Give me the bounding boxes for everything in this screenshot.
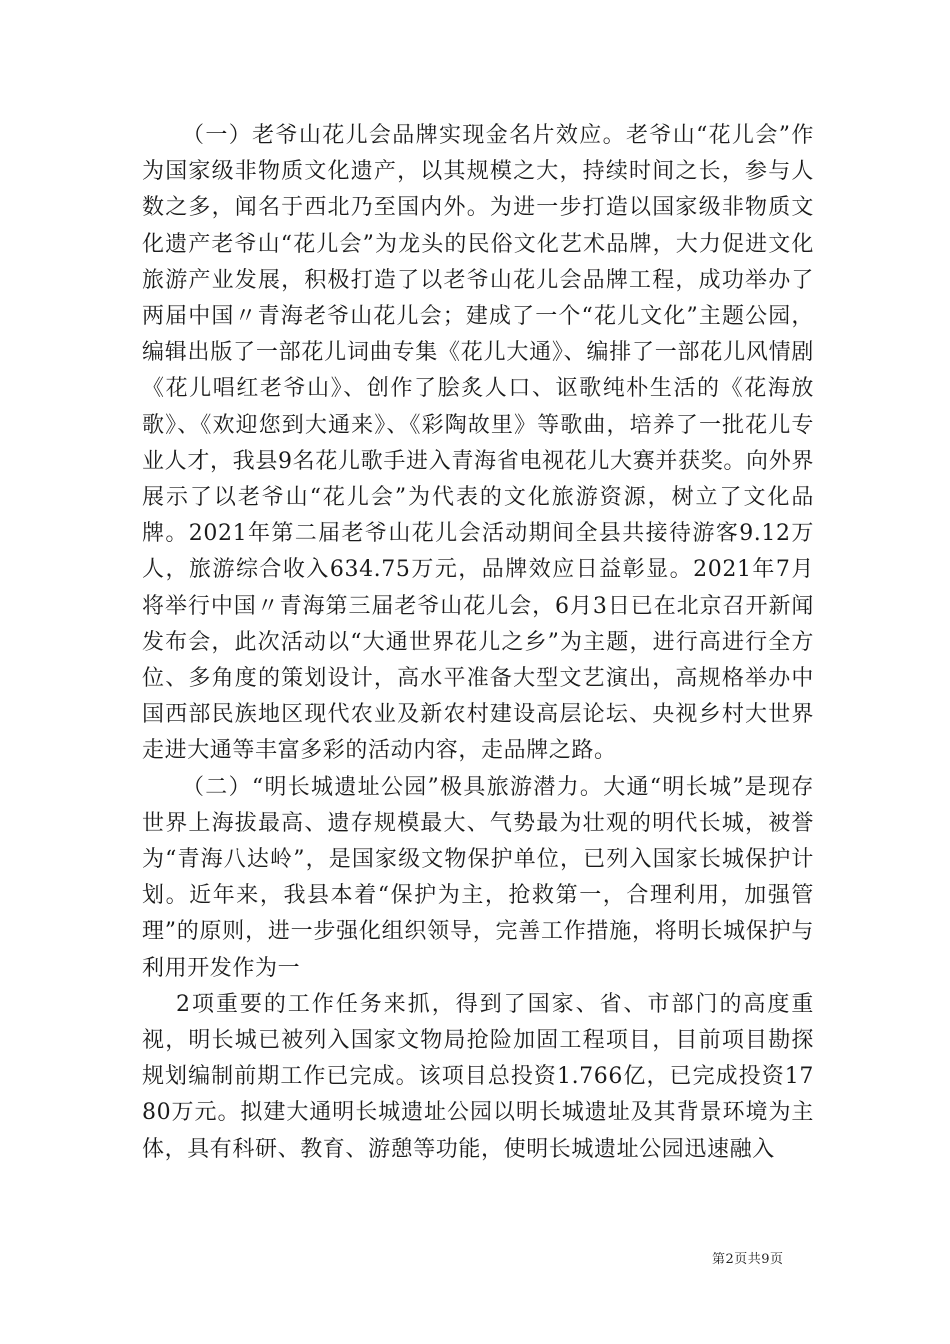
paragraph-continuation: 2项重要的工作任务来抓，得到了国家、省、市部门的高度重视，明长城已被列入国家文物局抢险加固工程项目，目前项目勘探规划编制前期工作已完成。该项目总投资1.766亿，已完成投资1780万元。拟建大通明长城遗址公园以明长城遗址及其背景环境为主体，具有科研、教育、游憩等功能，使明长城遗址公园迅速融入: [142, 991, 814, 1162]
page-number-footer: 第2页共9页: [712, 1252, 784, 1267]
paragraph-ming-great-wall-park: （二）“明长城遗址公园”极具旅游潜力。大通“明长城”是现存世界上海拔最高、遗存规模最大、气势最为壮观的明代长城，被誉为“青海八达岭”，是国家级文物保护单位，已列入国家长城保护计划。近年来，我县本着“保护为主，抢救第一，合理利用，加强管理”的原则，进一步强化组织领导，完善工作措施，将明长城保护与利用开发作为一: [142, 774, 814, 981]
paragraph-laoyeshan-huaerhui: （一）老爷山花儿会品牌实现金名片效应。老爷山“花儿会”作为国家级非物质文化遗产，以其规模之大，持续时间之长，参与人数之多，闻名于西北乃至国内外。为进一步打造以国家级非物质文化遗产老爷山“花儿会”为龙头的民俗文化艺术品牌，大力促进文化旅游产业发展，积极打造了以老爷山花儿会品牌工程，成功举办了两届中国〃青海老爷山花儿会；建成了一个“花儿文化”主题公园，编辑出版了一部花儿词曲专集《花儿大通》、编排了一部花儿风情剧《花儿唱红老爷山》、创作了脍炙人口、讴歌纯朴生活的《花海放歌》、《欢迎您到大通来》、《彩陶故里》等歌曲，培养了一批花儿专业人才，我县9名花儿歌手进入青海省电视花儿大赛并获奖。向外界展示了以老爷山“花儿会”为代表的文化旅游资源，树立了文化品牌。2021年第二届老爷山花儿会活动期间全县共接待游客9.12万人，旅游综合收入634.75万元，品牌效应日益彰显。2021年7月将举行中国〃青海第三届老爷山花儿会，6月3日已在北京召开新闻发布会，此次活动以“大通世界花儿之乡”为主题，进行高进行全方位、多角度的策划设计，高水平准备大型文艺演出，高规格举办中国西部民族地区现代农业及新农村建设高层论坛、央视乡村大世界走进大通等丰富多彩的活动内容，走品牌之路。: [142, 123, 814, 764]
document-body: [142, 118, 814, 1168]
